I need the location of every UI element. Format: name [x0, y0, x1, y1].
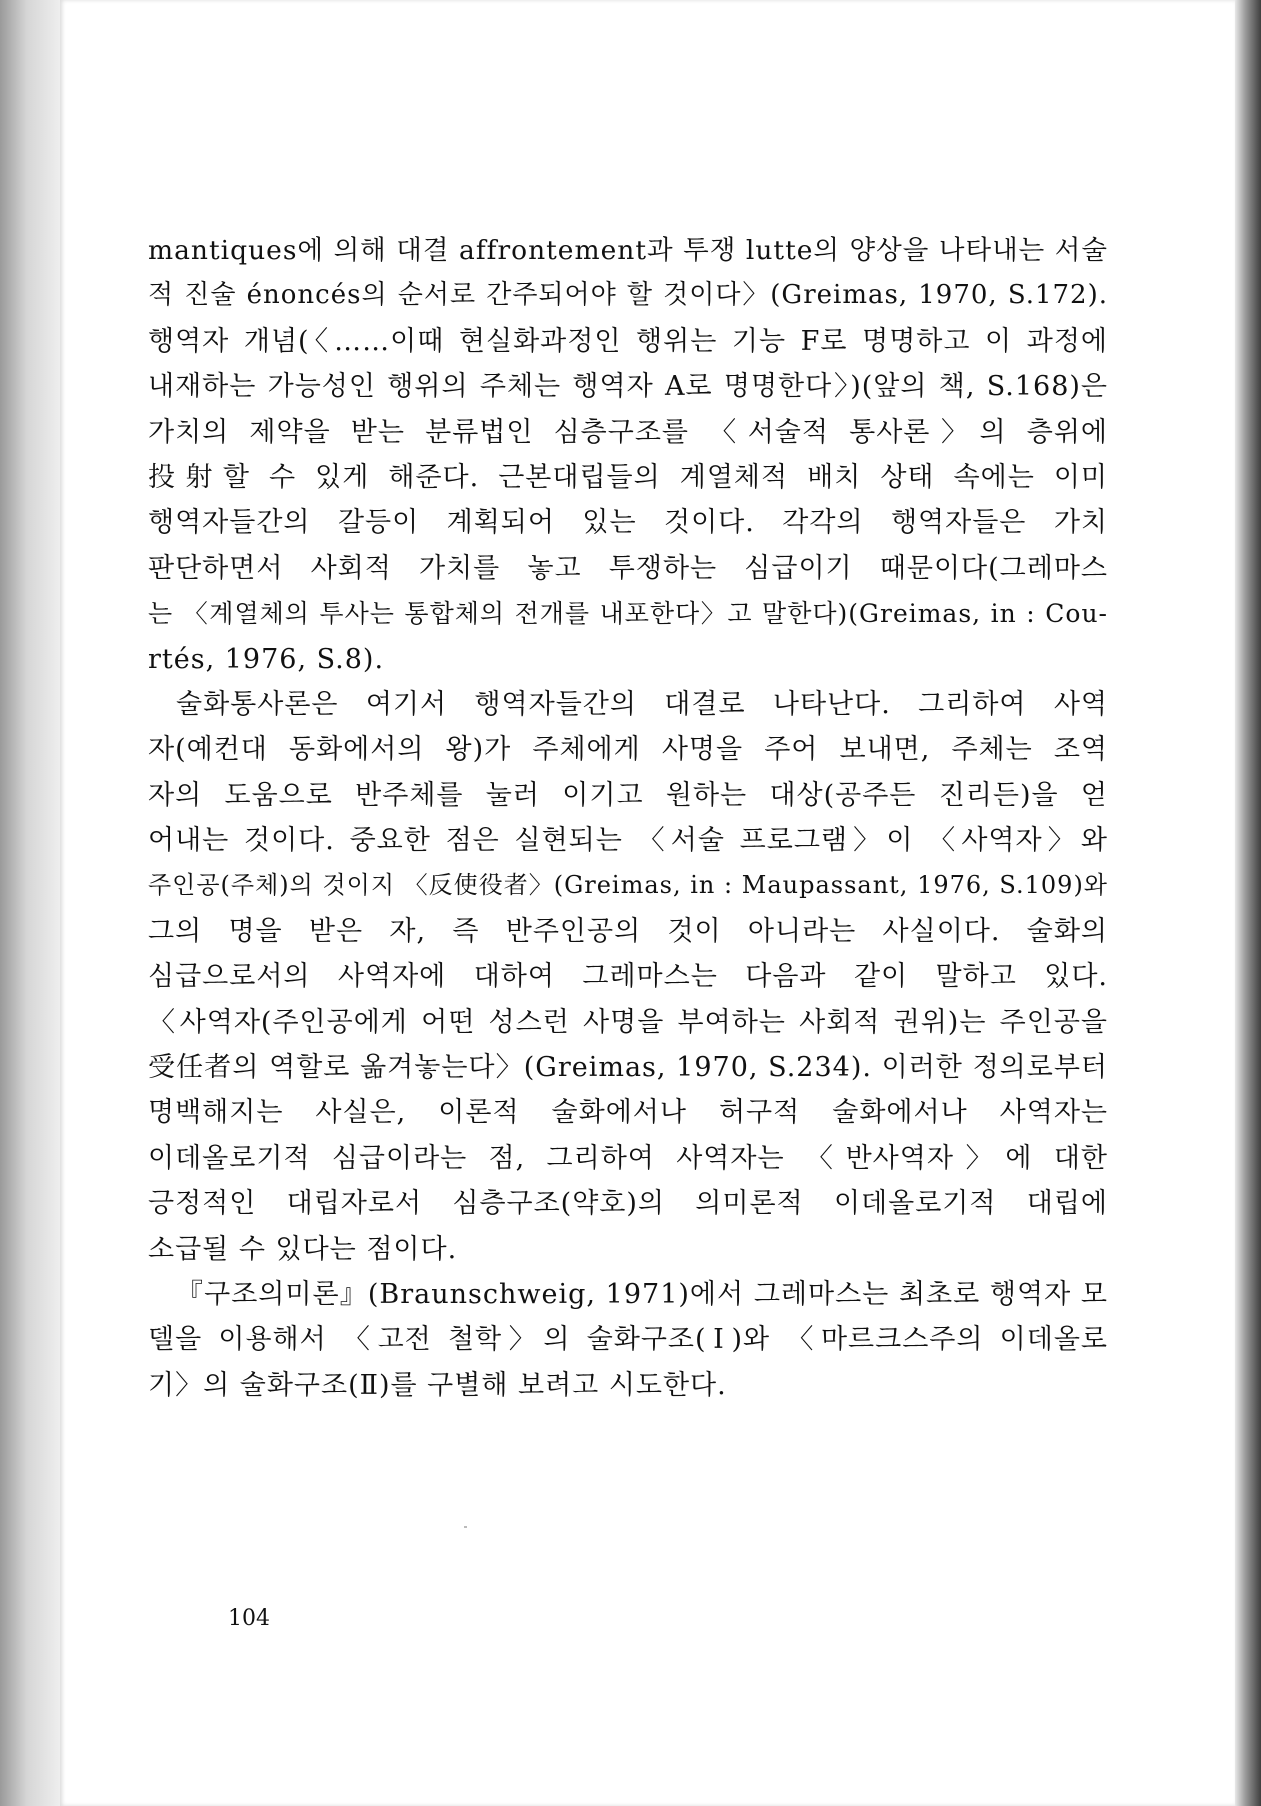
text-line: 〈사역자(주인공에게 어떤 성스런 사명을 부여하는 사회적 권위)는 주인공을	[148, 1006, 1108, 1038]
page-edge-left	[0, 0, 60, 1806]
text-line: 기〉의 술화구조(Ⅱ)를 구별해 보려고 시도한다.	[148, 1369, 727, 1401]
paper-speck	[464, 1526, 467, 1528]
text-line: 판단하면서 사회적 가치를 놓고 투쟁하는 심급이기 때문이다(그레마스	[148, 552, 1108, 584]
text-line: 그의 명을 받은 자, 즉 반주인공의 것이 아니라는 사실이다. 술화의	[148, 915, 1108, 947]
text-line: rtés, 1976, S.8).	[148, 643, 385, 675]
text-line: 는 〈계열체의 투사는 통합체의 전개를 내포한다〉고 말한다)(Greimas, in : Cou-	[148, 599, 1108, 629]
text-line: 술화통사론은 여기서 행역자들간의 대결로 나타난다. 그리하여 사역	[176, 688, 1108, 720]
text-line: 내재하는 가능성인 행위의 주체는 행역자 A로 명명한다〉)(앞의 책, S.168)은	[148, 371, 1108, 403]
text-line: 긍정적인 대립자로서 심층구조(약호)의 의미론적 이데올로기적 대립에	[148, 1188, 1108, 1220]
text-line: 가치의 제약을 받는 분류법인 심층구조를 〈서술적 통사론〉의 층위에	[148, 416, 1108, 448]
text-line: 델을 이용해서 〈고전 철학〉의 술화구조(Ⅰ)와 〈마르크스주의 이데올로	[148, 1324, 1108, 1356]
text-line: 자의 도움으로 반주체를 눌러 이기고 원하는 대상(공주든 진리든)을 얻	[148, 779, 1108, 811]
text-line: 행역자 개념(〈……이때 현실화과정인 행위는 기능 F로 명명하고 이 과정에	[148, 325, 1108, 357]
page-edge-right	[1235, 0, 1261, 1806]
text-line: 受任者의 역할로 옮겨놓는다〉(Greimas, 1970, S.234). 이러한 정의로부터	[148, 1052, 1108, 1084]
text-line: 『구조의미론』(Braunschweig, 1971)에서 그레마스는 최초로 행역자 모	[176, 1278, 1108, 1310]
text-line: 이데올로기적 심급이라는 점, 그리하여 사역자는 〈반사역자〉에 대한	[148, 1142, 1108, 1174]
text-line: 적 진술 énoncés의 순서로 간주되어야 할 것이다〉(Greimas, 1970, S.172).	[148, 280, 1108, 311]
text-line: 자(예컨대 동화에서의 왕)가 주체에게 사명을 주어 보내면, 주체는 조역	[148, 734, 1108, 766]
text-line: 소급될 수 있다는 점이다.	[148, 1233, 458, 1265]
body-text	[148, 228, 1108, 1408]
page-number: 104	[228, 1606, 270, 1631]
text-line: 주인공(주체)의 것이지 〈反使役者〉(Greimas, in : Maupassant, 1976, S.109)와	[148, 871, 1108, 900]
text-line: 행역자들간의 갈등이 계획되어 있는 것이다. 각각의 행역자들은 가치	[148, 507, 1108, 539]
text-line: 어내는 것이다. 중요한 점은 실현되는 〈서술 프로그램〉이 〈사역자〉와	[148, 825, 1108, 857]
text-line: 심급으로서의 사역자에 대하여 그레마스는 다음과 같이 말하고 있다.	[148, 961, 1108, 993]
text-line: 投射할 수 있게 해준다. 근본대립들의 계열체적 배치 상태 속에는 이미	[148, 461, 1108, 493]
text-line: mantiques에 의해 대결 affrontement과 투쟁 lutte의 양상을 나타내는 서술	[148, 235, 1108, 266]
text-line: 명백해지는 사실은, 이론적 술화에서나 허구적 술화에서나 사역자는	[148, 1097, 1108, 1129]
